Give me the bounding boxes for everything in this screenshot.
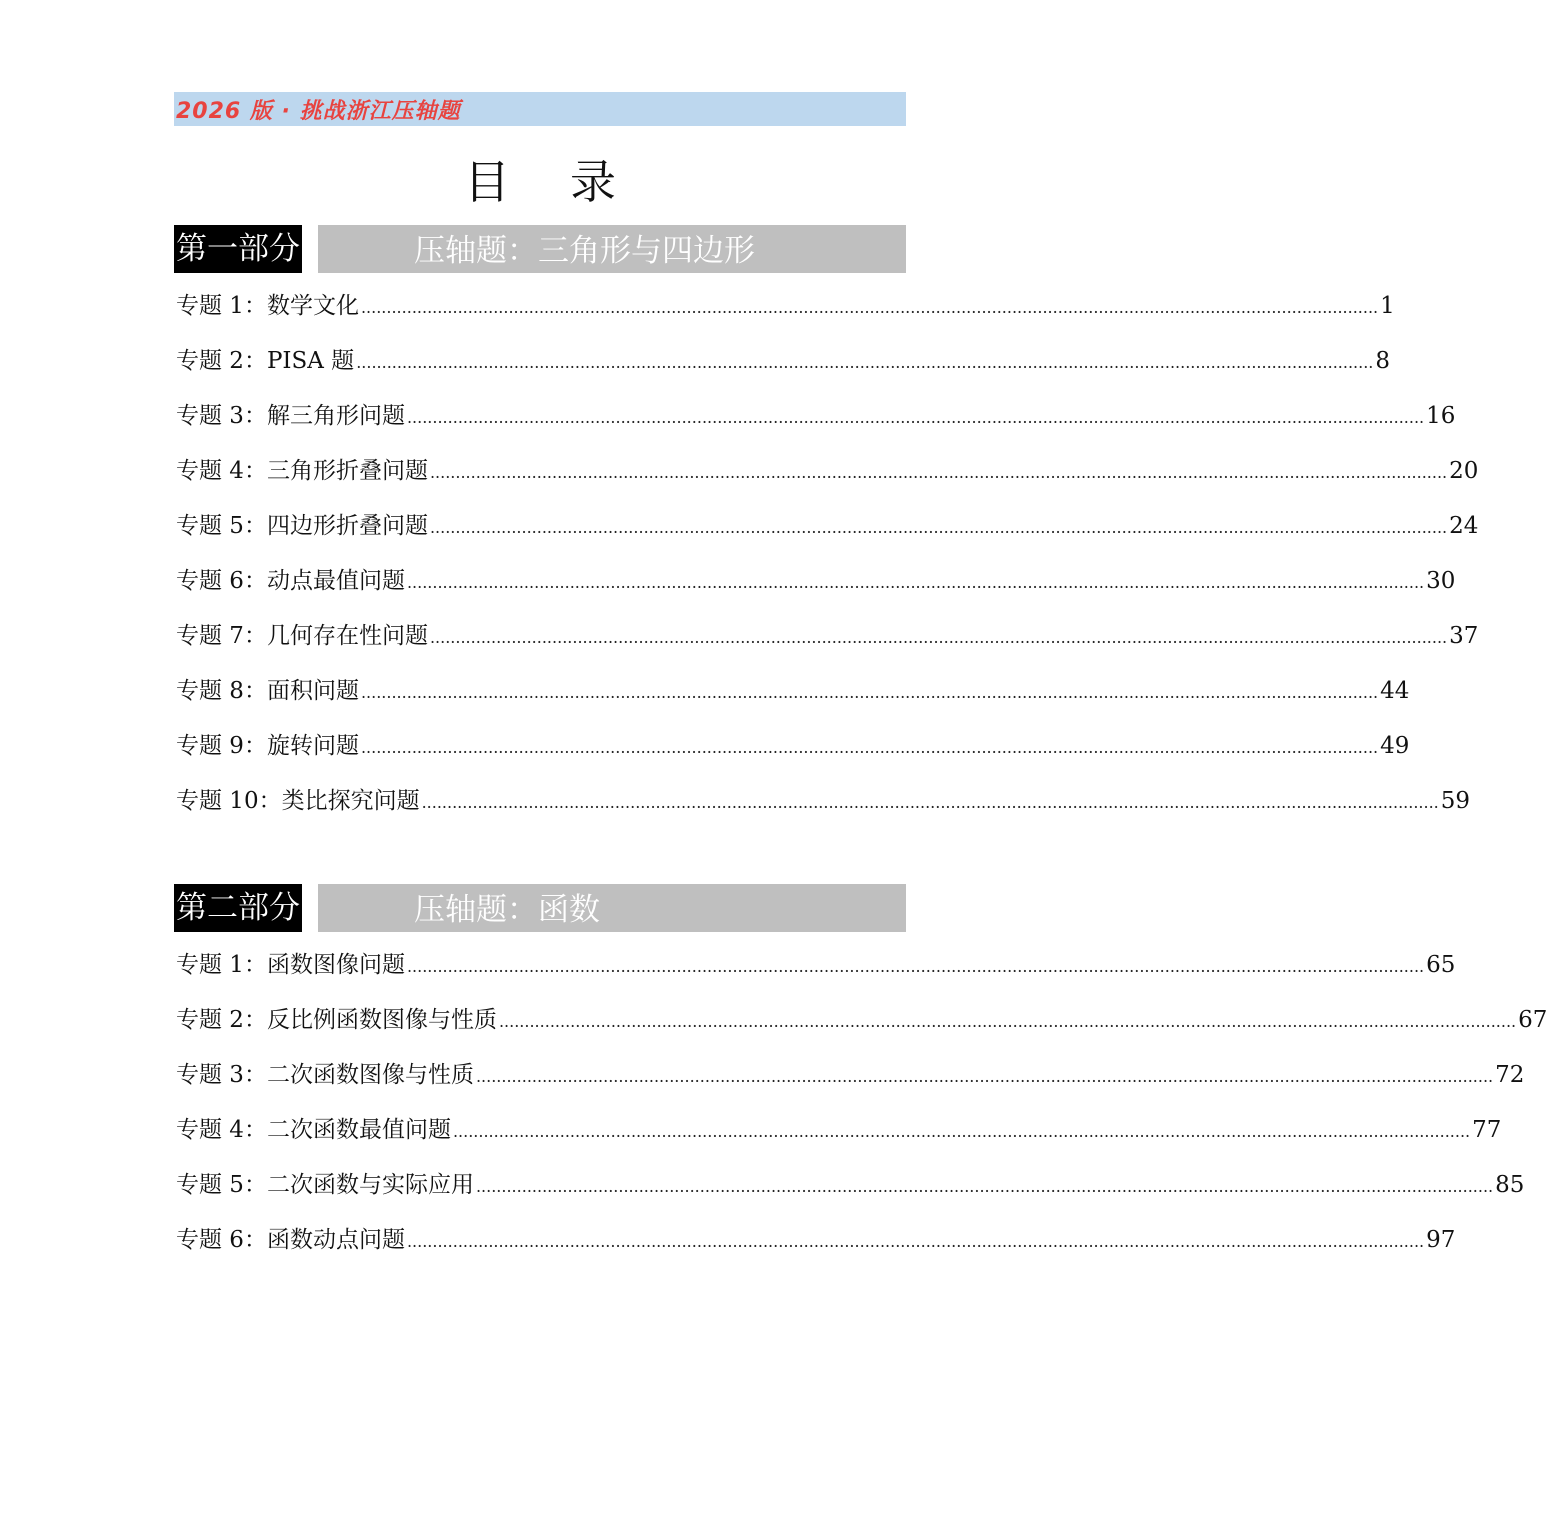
toc-entry-page: 85 (1495, 1172, 1525, 1198)
toc-entry[interactable] (176, 1116, 1502, 1171)
toc-entry-page: 49 (1380, 733, 1410, 759)
toc-leader-dots: ........................................................................................................................................................................................................ (498, 1012, 1517, 1031)
toc-entry-page: 77 (1472, 1117, 1502, 1143)
header-banner (174, 92, 906, 126)
toc-list-part-1 (176, 292, 1479, 842)
toc-entry[interactable] (176, 732, 1410, 787)
toc-entry-page: 72 (1495, 1062, 1525, 1088)
toc-entry[interactable] (176, 1226, 1456, 1281)
toc-entry-page: 65 (1426, 952, 1456, 978)
toc-entry[interactable] (176, 402, 1456, 457)
toc-entry-label: 专题 2：反比例函数图像与性质 (176, 1007, 497, 1033)
section-header-part-2 (174, 884, 906, 932)
toc-entry[interactable] (176, 347, 1391, 402)
toc-entry[interactable] (176, 567, 1456, 622)
toc-entry[interactable] (176, 1171, 1525, 1226)
toc-entry-page: 1 (1380, 293, 1395, 319)
toc-entry-label: 专题 6：动点最值问题 (176, 568, 405, 594)
toc-leader-dots: ........................................................................................................................................................................................................ (429, 518, 1448, 537)
toc-leader-dots: ........................................................................................................................................................................................................ (360, 683, 1379, 702)
section-header-part-1 (174, 225, 906, 273)
toc-entry-label: 专题 2：PISA 题 (176, 348, 355, 374)
toc-entry[interactable] (176, 677, 1410, 732)
toc-entry-label: 专题 4：三角形折叠问题 (176, 458, 428, 484)
toc-entry-label: 专题 6：函数动点问题 (176, 1227, 405, 1253)
page-title: 目录 (464, 155, 676, 209)
toc-entry-page: 67 (1518, 1007, 1547, 1033)
toc-entry-label: 专题 3：解三角形问题 (176, 403, 405, 429)
toc-entry-page: 97 (1426, 1227, 1456, 1253)
toc-entry-label: 专题 10：类比探究问题 (176, 788, 420, 814)
toc-leader-dots: ........................................................................................................................................................................................................ (475, 1177, 1494, 1196)
toc-entry[interactable] (176, 512, 1479, 567)
toc-entry-label: 专题 3：二次函数图像与性质 (176, 1062, 474, 1088)
toc-entry[interactable] (176, 622, 1479, 677)
section-heading: 压轴题：三角形与四边形 (318, 225, 906, 273)
toc-entry-label: 专题 1：函数图像问题 (176, 952, 405, 978)
section-part-label: 第二部分 (174, 884, 302, 932)
toc-leader-dots: ........................................................................................................................................................................................................ (406, 1232, 1425, 1251)
toc-leader-dots: ........................................................................................................................................................................................................ (429, 628, 1448, 647)
section-part-label: 第一部分 (174, 225, 302, 273)
toc-leader-dots: ........................................................................................................................................................................................................ (406, 408, 1425, 427)
toc-entry-label: 专题 4：二次函数最值问题 (176, 1117, 451, 1143)
toc-leader-dots: ........................................................................................................................................................................................................ (475, 1067, 1494, 1086)
toc-leader-dots: ........................................................................................................................................................................................................ (406, 957, 1425, 976)
toc-list-part-2 (176, 951, 1547, 1281)
toc-leader-dots: ........................................................................................................................................................................................................ (406, 573, 1425, 592)
toc-entry-page: 24 (1449, 513, 1479, 539)
toc-entry-label: 专题 5：四边形折叠问题 (176, 513, 428, 539)
toc-leader-dots: ........................................................................................................................................................................................................ (421, 793, 1439, 812)
toc-leader-dots: ........................................................................................................................................................................................................ (360, 298, 1379, 317)
toc-entry-label: 专题 8：面积问题 (176, 678, 359, 704)
toc-entry-page: 30 (1426, 568, 1456, 594)
toc-leader-dots: ........................................................................................................................................................................................................ (360, 738, 1379, 757)
toc-entry-label: 专题 7：几何存在性问题 (176, 623, 428, 649)
toc-entry[interactable] (176, 1061, 1525, 1116)
toc-entry[interactable] (176, 951, 1456, 1006)
toc-entry-page: 16 (1426, 403, 1456, 429)
toc-entry-label: 专题 5：二次函数与实际应用 (176, 1172, 474, 1198)
toc-entry-label: 专题 9：旋转问题 (176, 733, 359, 759)
toc-leader-dots: ........................................................................................................................................................................................................ (452, 1122, 1471, 1141)
section-heading: 压轴题：函数 (318, 884, 906, 932)
toc-entry[interactable] (176, 1006, 1547, 1061)
toc-leader-dots: ........................................................................................................................................................................................................ (356, 353, 1374, 372)
toc-entry[interactable] (176, 457, 1479, 512)
toc-entry[interactable] (176, 292, 1395, 347)
toc-entry-label: 专题 1：数学文化 (176, 293, 359, 319)
toc-entry[interactable] (176, 787, 1471, 842)
toc-entry-page: 59 (1440, 788, 1471, 814)
toc-entry-page: 44 (1380, 678, 1410, 704)
toc-entry-page: 37 (1449, 623, 1479, 649)
toc-entry-page: 8 (1375, 348, 1391, 374)
header-banner-text: 2026 版 · 挑战浙江压轴题 (176, 98, 461, 124)
toc-entry-page: 20 (1449, 458, 1479, 484)
toc-leader-dots: ........................................................................................................................................................................................................ (429, 463, 1448, 482)
